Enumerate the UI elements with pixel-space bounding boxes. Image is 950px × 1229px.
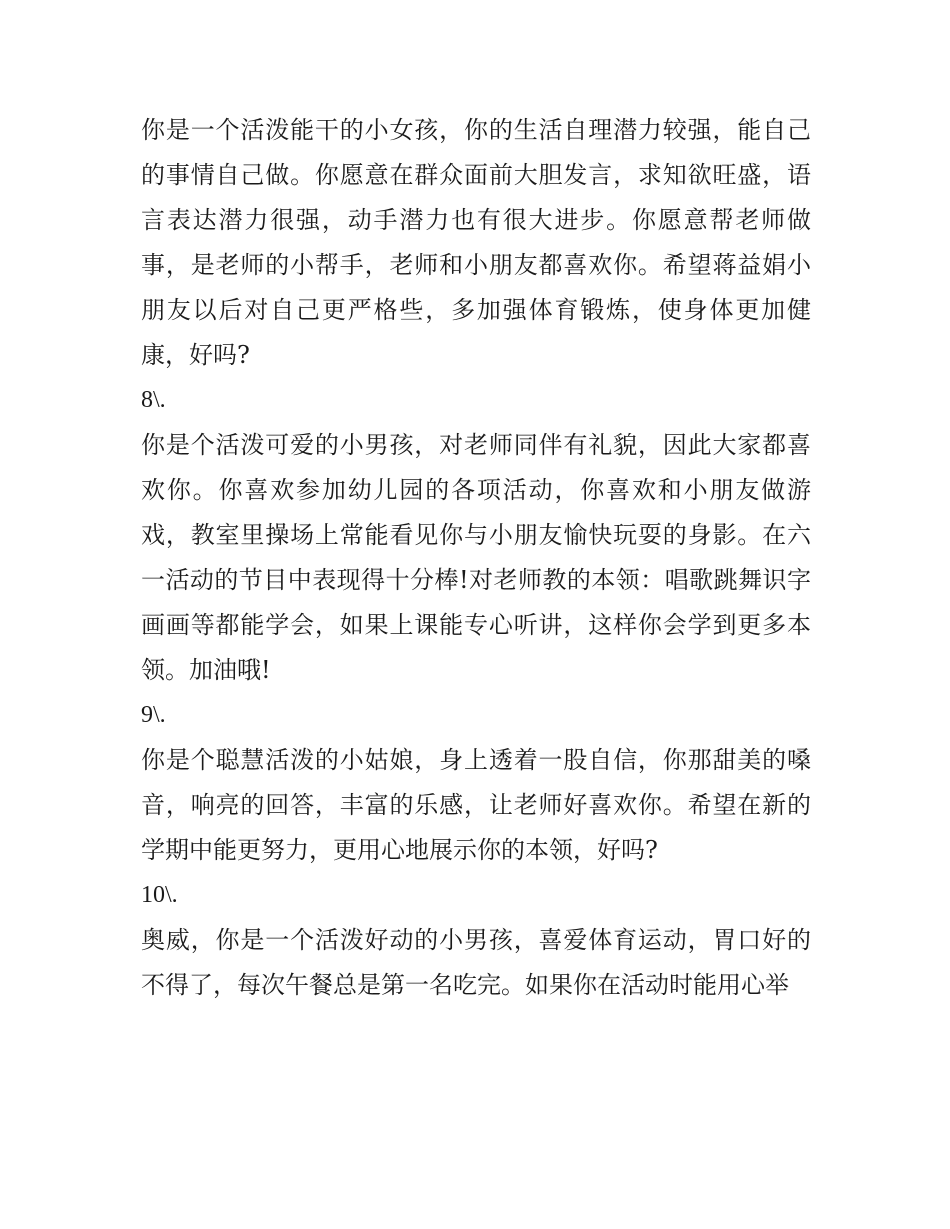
comment-number-10: 10\. (141, 882, 178, 908)
comment-paragraph-10: 奥威，你是一个活泼好动的小男孩，喜爱体育运动，胃口好的不得了，每次午餐总是第一名吃完。如果你在活动时能用心举 (141, 926, 811, 999)
document-body (141, 108, 811, 1008)
comment-paragraph-7: 你是一个活泼能干的小女孩，你的生活自理潜力较强，能自己的事情自己做。你愿意在群众面前大胆发言，求知欲旺盛，语言表达潜力很强，动手潜力也有很大进步。你愿意帮老师做事，是老师的小帮手，老师和小朋友都喜欢你。希望蒋益娟小朋友以后对自己更严格些，多加强体育锻炼，使身体更加健康，好吗? (141, 116, 811, 369)
comment-paragraph-9: 你是个聪慧活泼的小姑娘，身上透着一股自信，你那甜美的嗓音，响亮的回答，丰富的乐感，让老师好喜欢你。希望在新的学期中能更努力，更用心地展示你的本领，好吗? (141, 746, 811, 864)
comment-paragraph-8: 你是个活泼可爱的小男孩，对老师同伴有礼貌，因此大家都喜欢你。你喜欢参加幼儿园的各项活动，你喜欢和小朋友做游戏，教室里操场上常能看见你与小朋友愉快玩耍的身影。在六一活动的节目中表现得十分棒!对老师教的本领：唱歌跳舞识字画画等都能学会，如果上课能专心听讲，这样你会学到更多本领。加油哦! (141, 431, 811, 684)
comment-number-9: 9\. (141, 702, 166, 728)
comment-number-8: 8\. (141, 387, 166, 413)
